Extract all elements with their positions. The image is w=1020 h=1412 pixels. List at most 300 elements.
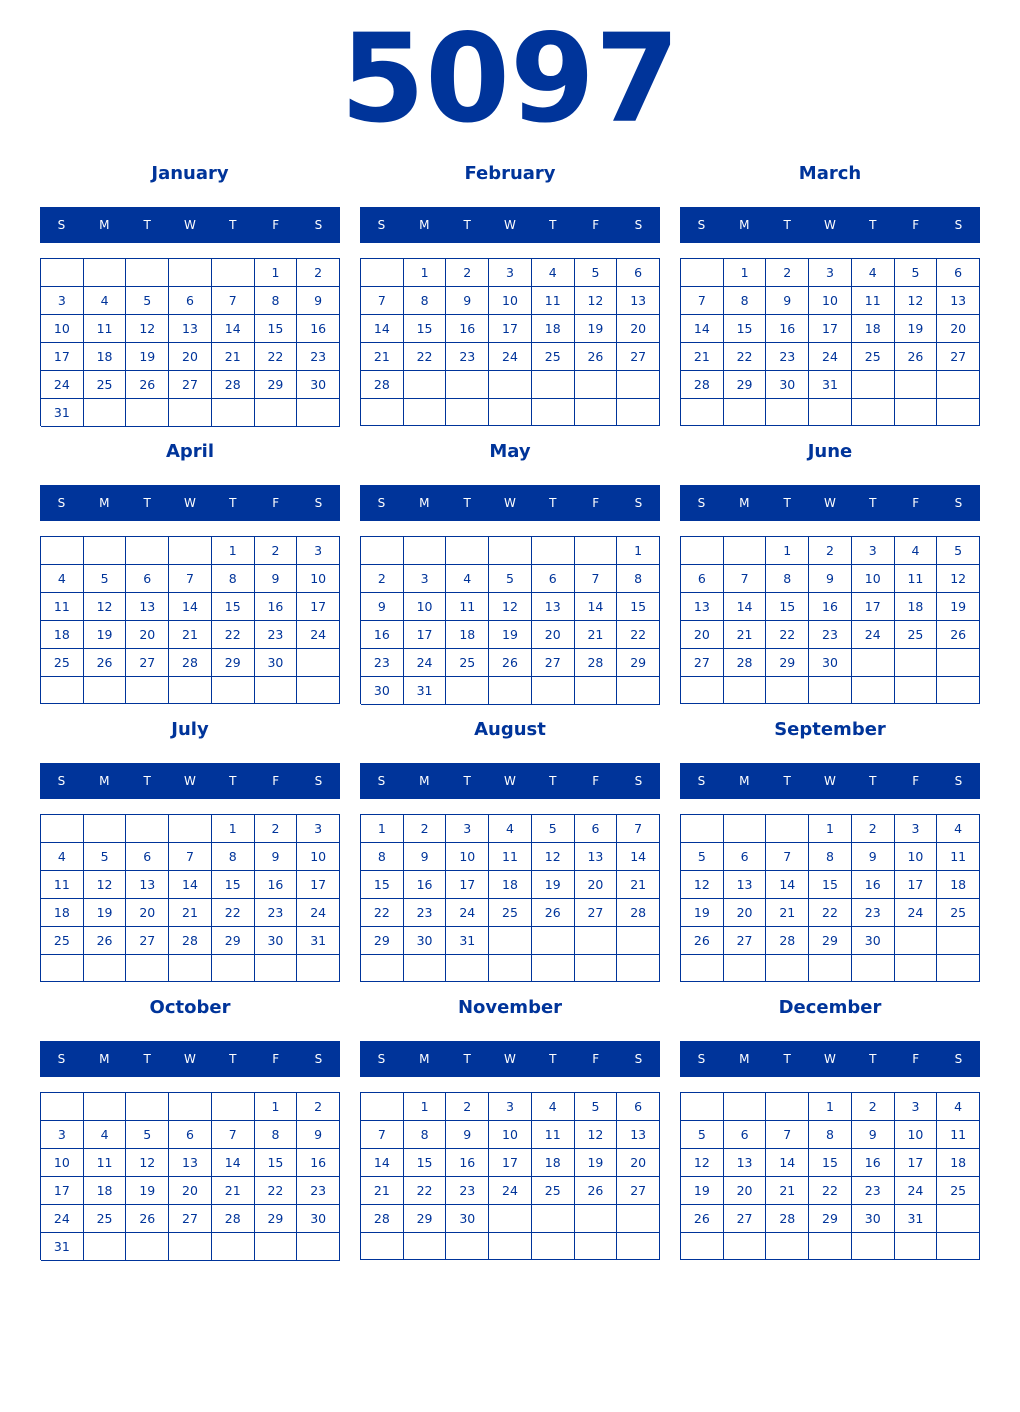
day-cell: 29 bbox=[212, 927, 255, 955]
day-cell: 17 bbox=[895, 871, 938, 899]
day-cell: 30 bbox=[297, 1205, 340, 1233]
empty-day-cell bbox=[446, 677, 489, 705]
empty-day-cell bbox=[255, 1233, 298, 1261]
empty-day-cell bbox=[489, 537, 532, 565]
day-cell: 16 bbox=[297, 315, 340, 343]
day-cell: 14 bbox=[681, 315, 724, 343]
empty-day-cell bbox=[41, 259, 84, 287]
day-cell: 30 bbox=[255, 927, 298, 955]
weekday-label: T bbox=[783, 218, 791, 232]
day-cell: 21 bbox=[724, 621, 767, 649]
weekday-label: M bbox=[419, 774, 430, 788]
day-cell: 31 bbox=[446, 927, 489, 955]
empty-day-cell bbox=[255, 677, 298, 704]
weekday-label: S bbox=[377, 1052, 386, 1066]
day-cell: 30 bbox=[297, 371, 340, 399]
day-cell: 7 bbox=[766, 1121, 809, 1149]
weekday-label: T bbox=[869, 218, 877, 232]
day-cell: 6 bbox=[532, 565, 575, 593]
day-cell: 18 bbox=[84, 343, 127, 371]
empty-day-cell bbox=[895, 677, 938, 704]
day-cell: 26 bbox=[575, 1177, 618, 1205]
empty-day-cell bbox=[404, 537, 447, 565]
weekday-header bbox=[40, 763, 340, 799]
weekday-label: T bbox=[143, 1052, 151, 1066]
empty-day-cell bbox=[126, 815, 169, 843]
day-cell: 22 bbox=[809, 1177, 852, 1205]
empty-day-cell bbox=[404, 955, 447, 982]
day-cell: 15 bbox=[404, 315, 447, 343]
day-cell: 10 bbox=[446, 843, 489, 871]
day-cell: 10 bbox=[41, 1149, 84, 1177]
weekday-header bbox=[40, 485, 340, 521]
weekday-label: M bbox=[739, 774, 750, 788]
weekday-label: W bbox=[824, 774, 836, 788]
empty-day-cell bbox=[126, 537, 169, 565]
empty-day-cell bbox=[489, 955, 532, 982]
day-cell: 13 bbox=[169, 315, 212, 343]
empty-day-cell bbox=[41, 537, 84, 565]
empty-day-cell bbox=[297, 399, 340, 427]
day-cell: 2 bbox=[852, 1093, 895, 1121]
day-cell: 20 bbox=[126, 899, 169, 927]
weekday-label: W bbox=[824, 1052, 836, 1066]
day-cell: 21 bbox=[766, 899, 809, 927]
empty-day-cell bbox=[126, 1093, 169, 1121]
day-cell: 4 bbox=[84, 287, 127, 315]
day-cell: 3 bbox=[895, 1093, 938, 1121]
day-cell: 27 bbox=[575, 899, 618, 927]
empty-day-cell bbox=[937, 677, 980, 704]
day-cell: 10 bbox=[895, 1121, 938, 1149]
day-cell: 6 bbox=[169, 287, 212, 315]
day-cell: 1 bbox=[255, 259, 298, 287]
month-title: March bbox=[798, 163, 862, 184]
day-cell: 30 bbox=[255, 649, 298, 677]
weekday-label: F bbox=[912, 1052, 920, 1066]
day-cell: 20 bbox=[575, 871, 618, 899]
empty-day-cell bbox=[937, 649, 980, 677]
day-cell: 5 bbox=[126, 1121, 169, 1149]
day-cell: 30 bbox=[852, 927, 895, 955]
month-title: February bbox=[464, 163, 556, 184]
day-cell: 12 bbox=[681, 871, 724, 899]
day-cell: 11 bbox=[489, 843, 532, 871]
day-cell: 14 bbox=[617, 843, 660, 871]
empty-day-cell bbox=[212, 677, 255, 704]
empty-day-cell bbox=[169, 815, 212, 843]
day-cell: 4 bbox=[532, 1093, 575, 1121]
day-cell: 21 bbox=[212, 343, 255, 371]
day-cell: 9 bbox=[766, 287, 809, 315]
day-cell: 29 bbox=[361, 927, 404, 955]
empty-day-cell bbox=[617, 927, 660, 955]
day-cell: 3 bbox=[895, 815, 938, 843]
empty-day-cell bbox=[297, 1233, 340, 1261]
day-grid bbox=[680, 1092, 980, 1260]
day-cell: 5 bbox=[575, 259, 618, 287]
empty-day-cell bbox=[404, 371, 447, 399]
empty-day-cell bbox=[681, 955, 724, 982]
empty-day-cell bbox=[724, 955, 767, 982]
day-cell: 27 bbox=[681, 649, 724, 677]
empty-day-cell bbox=[489, 927, 532, 955]
year-title: 5097 bbox=[340, 8, 680, 150]
day-cell: 5 bbox=[895, 259, 938, 287]
day-cell: 12 bbox=[84, 871, 127, 899]
day-cell: 10 bbox=[489, 287, 532, 315]
empty-day-cell bbox=[446, 371, 489, 399]
day-cell: 24 bbox=[446, 899, 489, 927]
day-cell: 8 bbox=[766, 565, 809, 593]
day-cell: 8 bbox=[809, 1121, 852, 1149]
empty-day-cell bbox=[41, 955, 84, 982]
weekday-label: M bbox=[419, 218, 430, 232]
day-cell: 4 bbox=[532, 259, 575, 287]
weekday-label: S bbox=[314, 218, 323, 232]
day-cell: 2 bbox=[361, 565, 404, 593]
day-cell: 22 bbox=[404, 1177, 447, 1205]
empty-day-cell bbox=[361, 1233, 404, 1260]
day-cell: 18 bbox=[852, 315, 895, 343]
day-cell: 22 bbox=[212, 621, 255, 649]
day-cell: 9 bbox=[852, 1121, 895, 1149]
day-cell: 6 bbox=[724, 1121, 767, 1149]
empty-day-cell bbox=[41, 677, 84, 704]
weekday-label: T bbox=[463, 496, 471, 510]
empty-day-cell bbox=[297, 677, 340, 704]
day-cell: 22 bbox=[255, 1177, 298, 1205]
day-cell: 19 bbox=[84, 621, 127, 649]
empty-day-cell bbox=[852, 649, 895, 677]
day-cell: 16 bbox=[852, 871, 895, 899]
empty-day-cell bbox=[404, 1233, 447, 1260]
day-cell: 13 bbox=[681, 593, 724, 621]
day-cell: 5 bbox=[681, 1121, 724, 1149]
day-cell: 29 bbox=[766, 649, 809, 677]
weekday-label: W bbox=[184, 496, 196, 510]
day-cell: 13 bbox=[724, 871, 767, 899]
day-cell: 29 bbox=[212, 649, 255, 677]
empty-day-cell bbox=[766, 399, 809, 426]
day-cell: 29 bbox=[724, 371, 767, 399]
day-cell: 10 bbox=[404, 593, 447, 621]
weekday-label: W bbox=[184, 1052, 196, 1066]
weekday-label: W bbox=[504, 218, 516, 232]
day-cell: 17 bbox=[41, 1177, 84, 1205]
empty-day-cell bbox=[895, 927, 938, 955]
empty-day-cell bbox=[681, 1093, 724, 1121]
weekday-label: T bbox=[549, 496, 557, 510]
day-cell: 2 bbox=[297, 259, 340, 287]
day-cell: 14 bbox=[169, 593, 212, 621]
empty-day-cell bbox=[852, 677, 895, 704]
day-cell: 25 bbox=[489, 899, 532, 927]
empty-day-cell bbox=[575, 927, 618, 955]
empty-day-cell bbox=[212, 399, 255, 427]
day-cell: 4 bbox=[937, 1093, 980, 1121]
weekday-label: T bbox=[783, 496, 791, 510]
day-cell: 11 bbox=[84, 1149, 127, 1177]
weekday-label: F bbox=[592, 496, 600, 510]
day-grid bbox=[40, 536, 340, 704]
empty-day-cell bbox=[724, 399, 767, 426]
day-cell: 16 bbox=[361, 621, 404, 649]
empty-day-cell bbox=[681, 815, 724, 843]
empty-day-cell bbox=[126, 259, 169, 287]
day-cell: 28 bbox=[766, 927, 809, 955]
day-cell: 18 bbox=[41, 899, 84, 927]
empty-day-cell bbox=[489, 1233, 532, 1260]
day-cell: 17 bbox=[852, 593, 895, 621]
weekday-label: T bbox=[463, 774, 471, 788]
day-cell: 25 bbox=[41, 649, 84, 677]
empty-day-cell bbox=[84, 815, 127, 843]
weekday-label: F bbox=[272, 1052, 280, 1066]
empty-day-cell bbox=[681, 399, 724, 426]
weekday-label: S bbox=[314, 1052, 323, 1066]
day-cell: 2 bbox=[255, 815, 298, 843]
day-cell: 3 bbox=[489, 1093, 532, 1121]
day-cell: 2 bbox=[297, 1093, 340, 1121]
empty-day-cell bbox=[84, 1233, 127, 1261]
empty-day-cell bbox=[681, 677, 724, 704]
weekday-header bbox=[360, 207, 660, 243]
day-cell: 8 bbox=[404, 1121, 447, 1149]
day-cell: 30 bbox=[404, 927, 447, 955]
day-cell: 30 bbox=[809, 649, 852, 677]
day-cell: 10 bbox=[297, 565, 340, 593]
day-cell: 23 bbox=[404, 899, 447, 927]
weekday-label: S bbox=[57, 496, 66, 510]
day-cell: 23 bbox=[766, 343, 809, 371]
weekday-label: T bbox=[463, 1052, 471, 1066]
day-cell: 16 bbox=[809, 593, 852, 621]
weekday-label: S bbox=[697, 496, 706, 510]
day-cell: 6 bbox=[126, 843, 169, 871]
day-cell: 3 bbox=[809, 259, 852, 287]
empty-day-cell bbox=[169, 955, 212, 982]
day-cell: 28 bbox=[361, 1205, 404, 1233]
day-cell: 28 bbox=[617, 899, 660, 927]
empty-day-cell bbox=[446, 537, 489, 565]
day-cell: 7 bbox=[212, 287, 255, 315]
day-cell: 30 bbox=[446, 1205, 489, 1233]
day-cell: 10 bbox=[895, 843, 938, 871]
day-cell: 27 bbox=[724, 1205, 767, 1233]
empty-day-cell bbox=[575, 399, 618, 426]
day-cell: 13 bbox=[575, 843, 618, 871]
day-cell: 2 bbox=[809, 537, 852, 565]
day-cell: 26 bbox=[895, 343, 938, 371]
day-cell: 23 bbox=[297, 343, 340, 371]
day-cell: 9 bbox=[404, 843, 447, 871]
day-cell: 4 bbox=[41, 565, 84, 593]
day-cell: 1 bbox=[212, 537, 255, 565]
day-cell: 4 bbox=[489, 815, 532, 843]
weekday-header bbox=[360, 1041, 660, 1077]
empty-day-cell bbox=[489, 677, 532, 705]
empty-day-cell bbox=[212, 1093, 255, 1121]
day-cell: 15 bbox=[766, 593, 809, 621]
empty-day-cell bbox=[404, 399, 447, 426]
weekday-label: T bbox=[229, 774, 237, 788]
day-cell: 3 bbox=[852, 537, 895, 565]
day-cell: 21 bbox=[361, 1177, 404, 1205]
day-cell: 9 bbox=[852, 843, 895, 871]
weekday-label: S bbox=[954, 1052, 963, 1066]
day-cell: 23 bbox=[446, 1177, 489, 1205]
day-cell: 20 bbox=[724, 1177, 767, 1205]
weekday-label: S bbox=[314, 496, 323, 510]
empty-day-cell bbox=[361, 1093, 404, 1121]
day-cell: 5 bbox=[532, 815, 575, 843]
weekday-label: S bbox=[377, 496, 386, 510]
empty-day-cell bbox=[809, 399, 852, 426]
month-title: May bbox=[489, 441, 531, 462]
empty-day-cell bbox=[297, 955, 340, 982]
weekday-label: S bbox=[954, 496, 963, 510]
day-cell: 18 bbox=[84, 1177, 127, 1205]
weekday-label: M bbox=[419, 1052, 430, 1066]
day-cell: 25 bbox=[895, 621, 938, 649]
day-cell: 1 bbox=[809, 815, 852, 843]
day-cell: 17 bbox=[895, 1149, 938, 1177]
weekday-label: S bbox=[634, 218, 643, 232]
weekday-label: T bbox=[229, 496, 237, 510]
day-cell: 26 bbox=[681, 927, 724, 955]
weekday-label: M bbox=[739, 1052, 750, 1066]
day-cell: 11 bbox=[532, 1121, 575, 1149]
day-cell: 15 bbox=[255, 1149, 298, 1177]
month-title: October bbox=[149, 997, 231, 1018]
day-cell: 25 bbox=[937, 899, 980, 927]
day-cell: 10 bbox=[852, 565, 895, 593]
day-cell: 8 bbox=[255, 287, 298, 315]
day-cell: 21 bbox=[681, 343, 724, 371]
day-cell: 15 bbox=[361, 871, 404, 899]
empty-day-cell bbox=[212, 1233, 255, 1261]
day-cell: 16 bbox=[766, 315, 809, 343]
day-cell: 28 bbox=[766, 1205, 809, 1233]
empty-day-cell bbox=[84, 259, 127, 287]
day-cell: 9 bbox=[446, 287, 489, 315]
day-cell: 17 bbox=[489, 1149, 532, 1177]
empty-day-cell bbox=[766, 1093, 809, 1121]
day-cell: 21 bbox=[361, 343, 404, 371]
day-cell: 30 bbox=[852, 1205, 895, 1233]
day-cell: 28 bbox=[681, 371, 724, 399]
day-cell: 11 bbox=[937, 1121, 980, 1149]
day-cell: 19 bbox=[681, 1177, 724, 1205]
day-cell: 19 bbox=[126, 343, 169, 371]
weekday-label: S bbox=[377, 774, 386, 788]
day-cell: 18 bbox=[532, 315, 575, 343]
day-cell: 24 bbox=[489, 1177, 532, 1205]
weekday-label: F bbox=[592, 1052, 600, 1066]
empty-day-cell bbox=[724, 537, 767, 565]
day-grid bbox=[360, 536, 660, 704]
empty-day-cell bbox=[937, 955, 980, 982]
day-cell: 29 bbox=[255, 1205, 298, 1233]
empty-day-cell bbox=[937, 1205, 980, 1233]
day-cell: 14 bbox=[575, 593, 618, 621]
day-cell: 7 bbox=[169, 565, 212, 593]
day-cell: 27 bbox=[724, 927, 767, 955]
day-cell: 29 bbox=[617, 649, 660, 677]
empty-day-cell bbox=[126, 399, 169, 427]
day-cell: 20 bbox=[681, 621, 724, 649]
day-cell: 14 bbox=[766, 871, 809, 899]
day-cell: 6 bbox=[575, 815, 618, 843]
weekday-label: M bbox=[99, 496, 110, 510]
day-cell: 25 bbox=[937, 1177, 980, 1205]
day-cell: 27 bbox=[169, 1205, 212, 1233]
day-cell: 4 bbox=[84, 1121, 127, 1149]
empty-day-cell bbox=[361, 955, 404, 982]
day-cell: 14 bbox=[361, 1149, 404, 1177]
day-cell: 31 bbox=[297, 927, 340, 955]
day-cell: 25 bbox=[852, 343, 895, 371]
day-cell: 12 bbox=[84, 593, 127, 621]
day-cell: 22 bbox=[361, 899, 404, 927]
day-cell: 24 bbox=[895, 899, 938, 927]
day-cell: 16 bbox=[255, 593, 298, 621]
day-cell: 25 bbox=[446, 649, 489, 677]
day-cell: 1 bbox=[404, 259, 447, 287]
empty-day-cell bbox=[575, 1233, 618, 1260]
day-cell: 23 bbox=[809, 621, 852, 649]
empty-day-cell bbox=[84, 537, 127, 565]
weekday-label: T bbox=[869, 774, 877, 788]
weekday-header bbox=[680, 763, 980, 799]
day-cell: 22 bbox=[404, 343, 447, 371]
day-cell: 1 bbox=[404, 1093, 447, 1121]
weekday-label: M bbox=[739, 218, 750, 232]
empty-day-cell bbox=[532, 955, 575, 982]
weekday-label: T bbox=[463, 218, 471, 232]
day-cell: 24 bbox=[297, 899, 340, 927]
day-cell: 28 bbox=[361, 371, 404, 399]
day-cell: 19 bbox=[575, 315, 618, 343]
day-cell: 17 bbox=[297, 593, 340, 621]
month-title: September bbox=[774, 719, 886, 740]
day-cell: 20 bbox=[169, 343, 212, 371]
day-cell: 26 bbox=[489, 649, 532, 677]
day-cell: 21 bbox=[575, 621, 618, 649]
weekday-header bbox=[40, 207, 340, 243]
day-cell: 3 bbox=[297, 815, 340, 843]
day-cell: 15 bbox=[404, 1149, 447, 1177]
day-cell: 3 bbox=[41, 1121, 84, 1149]
weekday-label: T bbox=[143, 774, 151, 788]
day-cell: 24 bbox=[809, 343, 852, 371]
day-cell: 1 bbox=[212, 815, 255, 843]
empty-day-cell bbox=[532, 1205, 575, 1233]
day-cell: 25 bbox=[41, 927, 84, 955]
day-cell: 19 bbox=[895, 315, 938, 343]
day-cell: 17 bbox=[809, 315, 852, 343]
day-cell: 21 bbox=[169, 621, 212, 649]
day-cell: 21 bbox=[617, 871, 660, 899]
month-title: July bbox=[171, 719, 209, 740]
empty-day-cell bbox=[84, 1093, 127, 1121]
day-cell: 5 bbox=[489, 565, 532, 593]
day-cell: 3 bbox=[41, 287, 84, 315]
day-cell: 20 bbox=[617, 1149, 660, 1177]
day-cell: 15 bbox=[809, 1149, 852, 1177]
day-cell: 14 bbox=[169, 871, 212, 899]
